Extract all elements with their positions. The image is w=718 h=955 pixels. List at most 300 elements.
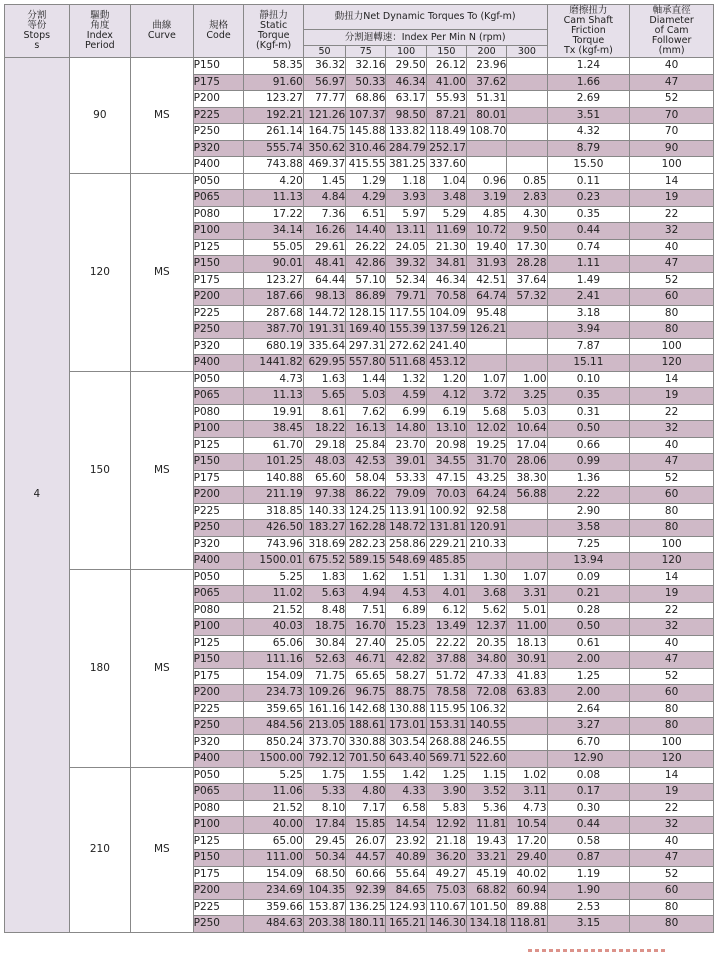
table-row (5, 58, 714, 75)
friction-torque-cell: 0.61 (547, 635, 630, 652)
dynamic-torque-cell: 4.59 (386, 388, 426, 405)
static-torque-cell: 743.88 (244, 157, 303, 174)
dynamic-torque-cell: 100.92 (426, 503, 466, 520)
dynamic-torque-cell: 643.40 (386, 751, 426, 768)
dynamic-torque-cell: 31.70 (466, 454, 506, 471)
dynamic-torque-cell: 68.86 (346, 91, 386, 108)
friction-torque-cell: 0.50 (547, 421, 630, 438)
static-torque-cell: 287.68 (244, 305, 303, 322)
friction-torque-cell: 3.51 (547, 107, 630, 124)
dynamic-torque-cell: 6.19 (426, 404, 466, 421)
dynamic-torque-cell: 64.44 (303, 272, 345, 289)
dynamic-torque-cell: 258.86 (386, 536, 426, 553)
dynamic-torque-cell: 60.94 (507, 883, 547, 900)
curve-cell: MS (131, 371, 194, 569)
follower-diameter-cell: 60 (630, 487, 714, 504)
dynamic-torque-cell: 29.45 (303, 833, 345, 850)
dynamic-torque-cell: 124.93 (386, 899, 426, 916)
dynamic-torque-cell: 1.51 (386, 569, 426, 586)
dynamic-torque-cell: 77.77 (303, 91, 345, 108)
dynamic-torque-cell: 80.01 (466, 107, 506, 124)
dynamic-torque-cell: 6.51 (346, 206, 386, 223)
dynamic-torque-cell: 26.07 (346, 833, 386, 850)
code-cell: P125 (193, 635, 244, 652)
table-header (5, 5, 714, 58)
static-torque-cell: 11.13 (244, 190, 303, 207)
dynamic-torque-cell: 11.81 (466, 817, 506, 834)
friction-torque-cell: 2.53 (547, 899, 630, 916)
follower-diameter-cell: 47 (630, 850, 714, 867)
dynamic-torque-cell: 40.89 (386, 850, 426, 867)
dynamic-torque-cell: 72.08 (466, 685, 506, 702)
dynamic-torque-cell: 6.89 (386, 602, 426, 619)
dynamic-torque-cell: 6.12 (426, 602, 466, 619)
dynamic-torque-cell: 153.31 (426, 718, 466, 735)
dynamic-torque-cell: 180.11 (346, 916, 386, 933)
friction-torque-cell: 1.24 (547, 58, 630, 75)
follower-diameter-cell: 14 (630, 173, 714, 190)
code-cell: P250 (193, 718, 244, 735)
static-torque-cell: 21.52 (244, 800, 303, 817)
dynamic-torque-cell: 42.86 (346, 256, 386, 273)
header-friction-torque: 磨擦扭力 Cam Shaft Friction Torque Tx (kgf-m) (547, 5, 630, 58)
static-torque-cell: 743.96 (244, 536, 303, 553)
dynamic-torque-cell: 5.65 (303, 388, 345, 405)
dynamic-torque-cell: 6.99 (386, 404, 426, 421)
dynamic-torque-cell: 39.32 (386, 256, 426, 273)
dynamic-torque-cell: 17.04 (507, 437, 547, 454)
dynamic-torque-cell: 65.65 (346, 668, 386, 685)
dynamic-torque-cell: 330.88 (346, 734, 386, 751)
dynamic-torque-cell: 20.98 (426, 437, 466, 454)
static-torque-cell: 850.24 (244, 734, 303, 751)
dynamic-torque-cell: 57.32 (507, 289, 547, 306)
dynamic-torque-cell: 2.83 (507, 190, 547, 207)
dynamic-torque-cell: 29.61 (303, 239, 345, 256)
dynamic-torque-cell: 42.51 (466, 272, 506, 289)
follower-diameter-cell: 80 (630, 701, 714, 718)
static-torque-cell: 19.91 (244, 404, 303, 421)
dynamic-torque-cell: 96.75 (346, 685, 386, 702)
dynamic-torque-cell: 31.93 (466, 256, 506, 273)
dynamic-torque-cell: 65.60 (303, 470, 345, 487)
index-period-cell: 210 (69, 767, 130, 932)
dynamic-torque-cell: 183.27 (303, 520, 345, 537)
dynamic-torque-cell: 13.10 (426, 421, 466, 438)
code-cell: P150 (193, 256, 244, 273)
follower-diameter-cell: 80 (630, 520, 714, 537)
code-cell: P150 (193, 850, 244, 867)
dynamic-torque-cell: 45.19 (466, 866, 506, 883)
dynamic-torque-cell: 3.48 (426, 190, 466, 207)
dynamic-torque-cell: 37.64 (507, 272, 547, 289)
follower-diameter-cell: 47 (630, 652, 714, 669)
follower-diameter-cell: 80 (630, 322, 714, 339)
static-torque-cell: 111.16 (244, 652, 303, 669)
dynamic-torque-cell: 1.44 (346, 371, 386, 388)
dynamic-torque-cell: 1.15 (466, 767, 506, 784)
static-torque-cell: 11.02 (244, 586, 303, 603)
dynamic-torque-cell: 24.05 (386, 239, 426, 256)
code-cell: P125 (193, 239, 244, 256)
dynamic-torque-cell: 46.34 (386, 74, 426, 91)
dynamic-torque-cell: 1.62 (346, 569, 386, 586)
friction-torque-cell: 2.22 (547, 487, 630, 504)
dynamic-torque-cell: 7.17 (346, 800, 386, 817)
follower-diameter-cell: 52 (630, 866, 714, 883)
dynamic-torque-cell: 1.30 (466, 569, 506, 586)
dynamic-torque-cell: 589.15 (346, 553, 386, 570)
code-cell: P320 (193, 140, 244, 157)
dynamic-torque-cell: 140.33 (303, 503, 345, 520)
dynamic-torque-cell: 108.70 (466, 124, 506, 141)
dynamic-torque-cell (466, 157, 506, 174)
header-code: 規格 Code (193, 5, 244, 58)
dynamic-torque-cell: 469.37 (303, 157, 345, 174)
static-torque-cell: 234.73 (244, 685, 303, 702)
dynamic-torque-cell: 4.80 (346, 784, 386, 801)
static-torque-cell: 91.60 (244, 74, 303, 91)
dynamic-torque-cell: 49.27 (426, 866, 466, 883)
friction-torque-cell: 15.50 (547, 157, 630, 174)
dynamic-torque-cell: 15.85 (346, 817, 386, 834)
dynamic-torque-cell: 164.75 (303, 124, 345, 141)
static-torque-cell: 484.63 (244, 916, 303, 933)
code-cell: P250 (193, 520, 244, 537)
dynamic-torque-cell: 10.64 (507, 421, 547, 438)
code-cell: P050 (193, 767, 244, 784)
dynamic-torque-cell: 675.52 (303, 553, 345, 570)
dynamic-torque-cell: 1.45 (303, 173, 345, 190)
friction-torque-cell: 7.87 (547, 338, 630, 355)
friction-torque-cell: 0.35 (547, 206, 630, 223)
dynamic-torque-cell: 32.16 (346, 58, 386, 75)
code-cell: P225 (193, 701, 244, 718)
dynamic-torque-cell: 17.84 (303, 817, 345, 834)
dynamic-torque-cell: 1.07 (466, 371, 506, 388)
code-cell: P050 (193, 569, 244, 586)
dynamic-torque-cell: 26.12 (426, 58, 466, 75)
follower-diameter-cell: 40 (630, 833, 714, 850)
follower-diameter-cell: 100 (630, 734, 714, 751)
header-speed-100: 100 (386, 46, 426, 58)
dynamic-torque-cell: 3.11 (507, 784, 547, 801)
follower-diameter-cell: 52 (630, 470, 714, 487)
dynamic-torque-cell: 126.21 (466, 322, 506, 339)
dynamic-torque-cell: 5.62 (466, 602, 506, 619)
dynamic-torque-cell: 23.70 (386, 437, 426, 454)
dynamic-torque-cell: 148.72 (386, 520, 426, 537)
static-torque-cell: 58.35 (244, 58, 303, 75)
code-cell: P400 (193, 157, 244, 174)
dynamic-torque-cell: 56.88 (507, 487, 547, 504)
dynamic-torque-cell: 115.95 (426, 701, 466, 718)
footer-mark (528, 949, 668, 952)
code-cell: P175 (193, 74, 244, 91)
dynamic-torque-cell (507, 503, 547, 520)
friction-torque-cell: 0.66 (547, 437, 630, 454)
dynamic-torque-cell: 3.90 (426, 784, 466, 801)
dynamic-torque-cell: 39.01 (386, 454, 426, 471)
dynamic-torque-cell: 92.39 (346, 883, 386, 900)
curve-cell: MS (131, 569, 194, 767)
dynamic-torque-cell: 107.37 (346, 107, 386, 124)
dynamic-torque-cell: 34.80 (466, 652, 506, 669)
follower-diameter-cell: 47 (630, 454, 714, 471)
dynamic-torque-cell (507, 140, 547, 157)
code-cell: P200 (193, 91, 244, 108)
dynamic-torque-cell: 522.60 (466, 751, 506, 768)
dynamic-torque-cell (507, 58, 547, 75)
dynamic-torque-cell: 17.30 (507, 239, 547, 256)
dynamic-torque-cell: 21.30 (426, 239, 466, 256)
dynamic-torque-cell: 548.69 (386, 553, 426, 570)
dynamic-torque-cell: 191.31 (303, 322, 345, 339)
dynamic-torque-cell: 13.49 (426, 619, 466, 636)
dynamic-torque-cell: 78.58 (426, 685, 466, 702)
dynamic-torque-cell: 23.96 (466, 58, 506, 75)
dynamic-torque-cell (507, 107, 547, 124)
dynamic-torque-cell: 7.62 (346, 404, 386, 421)
dynamic-torque-cell: 70.03 (426, 487, 466, 504)
static-torque-cell: 484.56 (244, 718, 303, 735)
dynamic-torque-cell: 18.75 (303, 619, 345, 636)
header-speed-300: 300 (507, 46, 547, 58)
friction-torque-cell: 0.11 (547, 173, 630, 190)
dynamic-torque-cell: 1.00 (507, 371, 547, 388)
dynamic-torque-cell: 1.18 (386, 173, 426, 190)
dynamic-torque-cell: 10.54 (507, 817, 547, 834)
friction-torque-cell: 7.25 (547, 536, 630, 553)
dynamic-torque-cell: 16.26 (303, 223, 345, 240)
friction-torque-cell: 0.17 (547, 784, 630, 801)
friction-torque-cell: 0.10 (547, 371, 630, 388)
dynamic-torque-cell: 173.01 (386, 718, 426, 735)
friction-torque-cell: 1.19 (547, 866, 630, 883)
dynamic-torque-cell: 701.50 (346, 751, 386, 768)
dynamic-torque-cell: 4.94 (346, 586, 386, 603)
dynamic-torque-cell: 40.02 (507, 866, 547, 883)
dynamic-torque-cell: 3.52 (466, 784, 506, 801)
table-row (5, 767, 714, 784)
dynamic-torque-cell: 109.26 (303, 685, 345, 702)
code-cell: P050 (193, 173, 244, 190)
static-torque-cell: 680.19 (244, 338, 303, 355)
code-cell: P080 (193, 404, 244, 421)
static-torque-cell: 154.09 (244, 668, 303, 685)
code-cell: P400 (193, 751, 244, 768)
dynamic-torque-cell: 118.49 (426, 124, 466, 141)
dynamic-torque-cell: 4.85 (466, 206, 506, 223)
dynamic-torque-cell: 188.61 (346, 718, 386, 735)
dynamic-torque-cell: 162.28 (346, 520, 386, 537)
static-torque-cell: 140.88 (244, 470, 303, 487)
dynamic-torque-cell: 203.38 (303, 916, 345, 933)
dynamic-torque-cell: 161.16 (303, 701, 345, 718)
dynamic-torque-cell: 130.88 (386, 701, 426, 718)
code-cell: P200 (193, 883, 244, 900)
follower-diameter-cell: 22 (630, 206, 714, 223)
code-cell: P400 (193, 553, 244, 570)
code-cell: P400 (193, 355, 244, 372)
code-cell: P125 (193, 833, 244, 850)
static-torque-cell: 4.20 (244, 173, 303, 190)
dynamic-torque-cell: 210.33 (466, 536, 506, 553)
header-speed-75: 75 (346, 46, 386, 58)
dynamic-torque-cell (507, 520, 547, 537)
friction-torque-cell: 13.94 (547, 553, 630, 570)
code-cell: P065 (193, 586, 244, 603)
header-follower-diameter: 軸承直徑 Diameter of Cam Follower (mm) (630, 5, 714, 58)
code-cell: P150 (193, 58, 244, 75)
code-cell: P050 (193, 371, 244, 388)
code-cell: P320 (193, 338, 244, 355)
code-cell: P250 (193, 124, 244, 141)
static-torque-cell: 111.00 (244, 850, 303, 867)
dynamic-torque-cell (466, 553, 506, 570)
torque-spec-table (4, 4, 714, 933)
friction-torque-cell: 2.00 (547, 685, 630, 702)
friction-torque-cell: 15.11 (547, 355, 630, 372)
dynamic-torque-cell: 27.40 (346, 635, 386, 652)
dynamic-torque-cell: 3.19 (466, 190, 506, 207)
dynamic-torque-cell: 98.50 (386, 107, 426, 124)
dynamic-torque-cell (507, 536, 547, 553)
dynamic-torque-cell: 4.53 (386, 586, 426, 603)
header-index-period: 驅動 角度 Index Period (69, 5, 130, 58)
friction-torque-cell: 0.31 (547, 404, 630, 421)
dynamic-torque-cell: 318.69 (303, 536, 345, 553)
dynamic-torque-cell: 19.40 (466, 239, 506, 256)
dynamic-torque-cell: 57.10 (346, 272, 386, 289)
dynamic-torque-cell: 272.62 (386, 338, 426, 355)
friction-torque-cell: 3.58 (547, 520, 630, 537)
code-cell: P225 (193, 503, 244, 520)
code-cell: P200 (193, 289, 244, 306)
friction-torque-cell: 0.58 (547, 833, 630, 850)
dynamic-torque-cell: 36.20 (426, 850, 466, 867)
dynamic-torque-cell: 133.82 (386, 124, 426, 141)
friction-torque-cell: 0.23 (547, 190, 630, 207)
dynamic-torque-cell: 144.72 (303, 305, 345, 322)
dynamic-torque-cell (507, 157, 547, 174)
dynamic-torque-cell: 381.25 (386, 157, 426, 174)
dynamic-torque-cell: 50.34 (303, 850, 345, 867)
code-cell: P320 (193, 536, 244, 553)
friction-torque-cell: 0.21 (547, 586, 630, 603)
static-torque-cell: 55.05 (244, 239, 303, 256)
static-torque-cell: 101.25 (244, 454, 303, 471)
code-cell: P065 (193, 388, 244, 405)
dynamic-torque-cell: 19.43 (466, 833, 506, 850)
follower-diameter-cell: 80 (630, 503, 714, 520)
friction-torque-cell: 0.44 (547, 817, 630, 834)
dynamic-torque-cell: 41.00 (426, 74, 466, 91)
code-cell: P080 (193, 602, 244, 619)
follower-diameter-cell: 80 (630, 305, 714, 322)
dynamic-torque-cell: 4.84 (303, 190, 345, 207)
dynamic-torque-cell: 33.21 (466, 850, 506, 867)
dynamic-torque-cell: 310.46 (346, 140, 386, 157)
dynamic-torque-cell: 121.26 (303, 107, 345, 124)
header-stops: 分割 等份 Stops s (5, 5, 70, 58)
dynamic-torque-cell: 30.84 (303, 635, 345, 652)
friction-torque-cell: 0.08 (547, 767, 630, 784)
follower-diameter-cell: 19 (630, 784, 714, 801)
static-torque-cell: 65.00 (244, 833, 303, 850)
dynamic-torque-cell (507, 91, 547, 108)
dynamic-torque-cell: 1.04 (426, 173, 466, 190)
dynamic-torque-cell: 1.83 (303, 569, 345, 586)
static-torque-cell: 21.52 (244, 602, 303, 619)
curve-cell: MS (131, 173, 194, 371)
dynamic-torque-cell: 86.22 (346, 487, 386, 504)
code-cell: P250 (193, 916, 244, 933)
dynamic-torque-cell: 25.84 (346, 437, 386, 454)
follower-diameter-cell: 120 (630, 751, 714, 768)
dynamic-torque-cell: 8.10 (303, 800, 345, 817)
dynamic-torque-cell: 373.70 (303, 734, 345, 751)
table-row (5, 569, 714, 586)
stops-cell: 4 (5, 58, 70, 933)
dynamic-torque-cell: 14.80 (386, 421, 426, 438)
dynamic-torque-cell: 19.25 (466, 437, 506, 454)
friction-torque-cell: 0.87 (547, 850, 630, 867)
follower-diameter-cell: 19 (630, 190, 714, 207)
dynamic-torque-cell: 98.13 (303, 289, 345, 306)
dynamic-torque-cell: 128.15 (346, 305, 386, 322)
code-cell: P080 (193, 206, 244, 223)
dynamic-torque-cell: 6.58 (386, 800, 426, 817)
follower-diameter-cell: 14 (630, 767, 714, 784)
code-cell: P200 (193, 487, 244, 504)
code-cell: P065 (193, 784, 244, 801)
dynamic-torque-cell: 104.35 (303, 883, 345, 900)
static-torque-cell: 1500.01 (244, 553, 303, 570)
dynamic-torque-cell (466, 140, 506, 157)
static-torque-cell: 65.06 (244, 635, 303, 652)
dynamic-torque-cell (507, 74, 547, 91)
friction-torque-cell: 2.69 (547, 91, 630, 108)
dynamic-torque-cell (507, 338, 547, 355)
header-static-torque: 靜扭力 Static Torque (Kgf-m) (244, 5, 303, 58)
dynamic-torque-cell: 44.57 (346, 850, 386, 867)
dynamic-torque-cell: 12.02 (466, 421, 506, 438)
dynamic-torque-cell: 113.91 (386, 503, 426, 520)
code-cell: P175 (193, 668, 244, 685)
follower-diameter-cell: 32 (630, 817, 714, 834)
follower-diameter-cell: 80 (630, 916, 714, 933)
dynamic-torque-cell: 1.02 (507, 767, 547, 784)
header-speed-200: 200 (466, 46, 506, 58)
dynamic-torque-cell (507, 305, 547, 322)
dynamic-torque-cell: 350.62 (303, 140, 345, 157)
static-torque-cell: 61.70 (244, 437, 303, 454)
static-torque-cell: 40.03 (244, 619, 303, 636)
dynamic-torque-cell: 34.55 (426, 454, 466, 471)
dynamic-torque-cell: 15.23 (386, 619, 426, 636)
dynamic-torque-cell: 22.22 (426, 635, 466, 652)
static-torque-cell: 1441.82 (244, 355, 303, 372)
dynamic-torque-cell: 104.09 (426, 305, 466, 322)
dynamic-torque-cell: 55.64 (386, 866, 426, 883)
dynamic-torque-cell: 1.25 (426, 767, 466, 784)
dynamic-torque-cell: 23.92 (386, 833, 426, 850)
index-period-cell: 90 (69, 58, 130, 174)
follower-diameter-cell: 32 (630, 223, 714, 240)
dynamic-torque-cell: 52.63 (303, 652, 345, 669)
dynamic-torque-cell: 68.50 (303, 866, 345, 883)
